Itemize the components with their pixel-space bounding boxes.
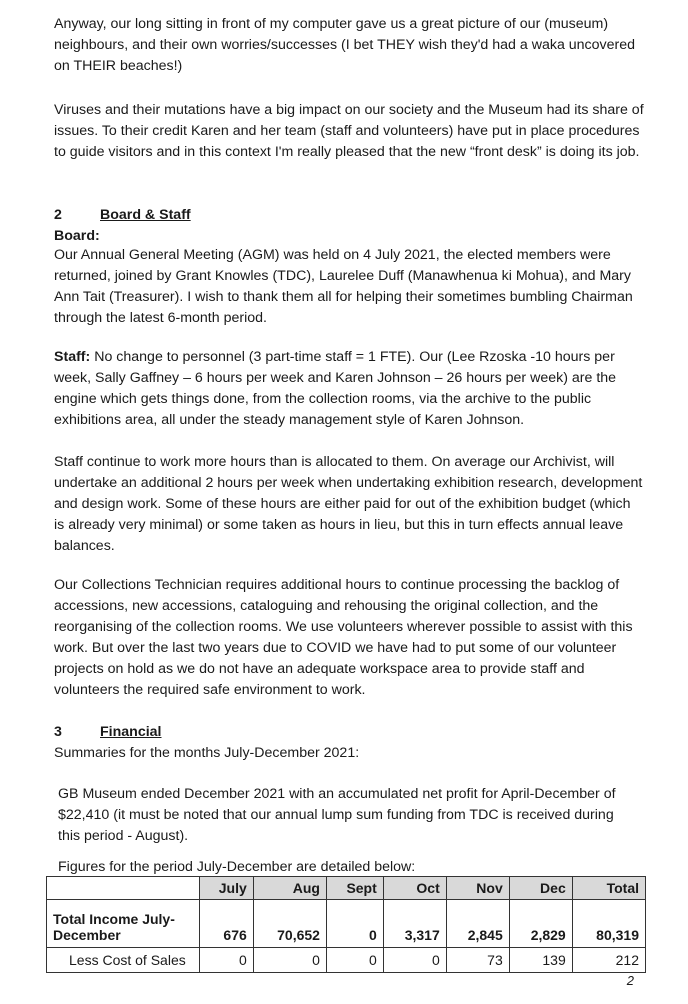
section-heading-financial xyxy=(54,722,162,743)
header-sept: Sept xyxy=(326,877,383,900)
cell-oct: 0 xyxy=(383,948,446,973)
section-number: 2 xyxy=(54,207,62,223)
staff-text: No change to personnel (3 part-time staff = 1 FTE). Our (Lee Rzoska -10 hours per week, Sally Gaffney – 6 hours per week and Karen Johnson – 26 hours per week) are the engine which gets things done, from the collection rooms, via the archive to the public exhibitions area, all under the steady management style of Karen Johnson. xyxy=(54,349,617,428)
section-heading-board-staff xyxy=(54,205,191,226)
header-nov: Nov xyxy=(446,877,509,900)
row-label: Total Income July-December xyxy=(47,900,200,948)
table-row-income xyxy=(47,900,646,948)
header-dec: Dec xyxy=(509,877,572,900)
header-oct: Oct xyxy=(383,877,446,900)
table-caption: Figures for the period July-December are detailed below: xyxy=(58,859,416,875)
section-title: Board & Staff xyxy=(100,207,191,223)
cell-total: 80,319 xyxy=(572,900,645,948)
paragraph-summaries: Summaries for the months July-December 2021: xyxy=(54,745,360,761)
cell-dec: 2,829 xyxy=(509,900,572,948)
cell-dec: 139 xyxy=(509,948,572,973)
cell-total: 212 xyxy=(572,948,645,973)
table-row-cost-of-sales xyxy=(47,948,646,973)
cell-nov: 73 xyxy=(446,948,509,973)
board-subheading: Board: xyxy=(54,228,100,244)
paragraph-neighbours: Anyway, our long sitting in front of my computer gave us a great picture of our (museum) neighbours, and their own worries/successes (I bet THEY wish they'd had a waka uncovered on THEIR beaches!) xyxy=(54,16,636,74)
paragraph-collections: Our Collections Technician requires additional hours to continue processing the backlog of accessions, new accessions, cataloguing and rehousing the original collection, and the reorganising of the collection rooms. We use volunteers wherever possible to assist with this work. But over the last two years due to COVID we have had to put some of our volunteer projects on hold as we do not have an adequate workspace area to provide staff and volunteers the required safe environment to work. xyxy=(54,577,633,698)
paragraph-agm: Our Annual General Meeting (AGM) was held on 4 July 2021, the elected members were returned, joined by Grant Knowles (TDC), Laurelee Duff (Manawhenua ki Mohua), and Mary Ann Tait (Treasurer). I wish to thank them all for helping their sometimes bumbling Chairman through the latest 6-month period. xyxy=(54,247,633,326)
cell-july: 676 xyxy=(200,900,254,948)
section-title: Financial xyxy=(100,724,162,740)
cell-sept: 0 xyxy=(326,948,383,973)
section-number: 3 xyxy=(54,724,62,740)
header-total: Total xyxy=(572,877,645,900)
page-number: 2 xyxy=(626,973,634,988)
staff-label: Staff: xyxy=(54,349,91,365)
header-july: July xyxy=(200,877,254,900)
header-blank xyxy=(47,877,200,900)
cell-nov: 2,845 xyxy=(446,900,509,948)
paragraph-net-profit: GB Museum ended December 2021 with an accumulated net profit for April-December of $22,410 (it must be noted that our annual lump sum funding from TDC is received during this period - August). xyxy=(58,786,616,844)
cell-sept: 0 xyxy=(326,900,383,948)
paragraph-hours: Staff continue to work more hours than is allocated to them. On average our Archivist, will undertake an additional 2 hours per week when undertaking exhibition research, development and design work. Some of these hours are either paid for out of the exhibition budget (which is already very minimal) or some taken as hours in lieu, but this in turn effects annual leave balances. xyxy=(54,454,643,554)
paragraph-staff xyxy=(54,347,644,431)
paragraph-viruses: Viruses and their mutations have a big impact on our society and the Museum had its share of issues. To their credit Karen and her team (staff and volunteers) have put in place procedures to guide visitors and in this context I'm really pleased that the new “front desk” is doing its job. xyxy=(54,102,644,160)
cell-oct: 3,317 xyxy=(383,900,446,948)
table-header-row xyxy=(47,877,646,900)
cell-july: 0 xyxy=(200,948,254,973)
cell-aug: 70,652 xyxy=(253,900,326,948)
financial-table xyxy=(46,876,646,973)
cell-aug: 0 xyxy=(253,948,326,973)
row-label: Less Cost of Sales xyxy=(47,948,200,973)
header-aug: Aug xyxy=(253,877,326,900)
